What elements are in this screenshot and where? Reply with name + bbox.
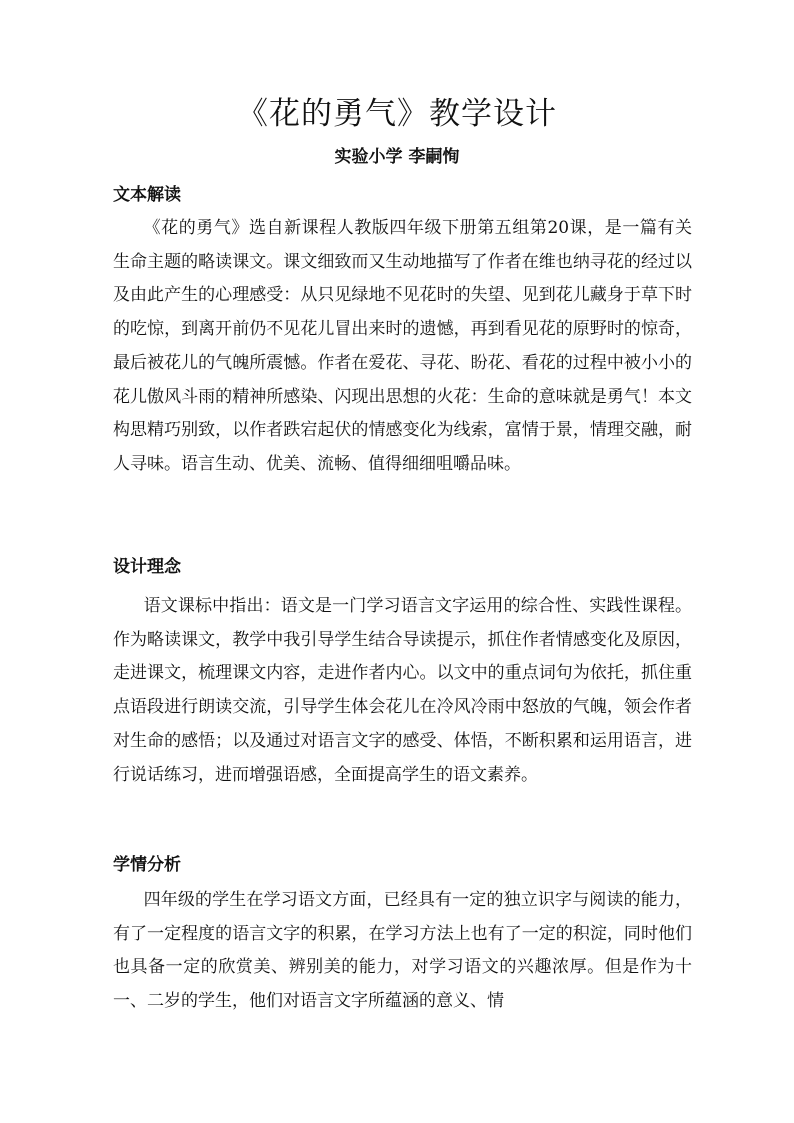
section-heading-student-analysis: 学情分析 — [113, 855, 181, 875]
section-paragraph-design-concept: 语文课标中指出：语文是一门学习语言文字运用的综合性、实践性课程。作为略读课文，教学中我引导学生结合导读提示，抓住作者情感变化及原因，走进课文，梳理课文内容，走进作者内心。以文中的重点词句为依托，抓住重点语段进行朗读交流，引导学生体会花儿在冷风冷雨中怒放的气魄，领会作者对生命的感悟；以及通过对语言文字的感受、体悟，不断积累和运用语言，进行说话练习，进而增强语感，全面提高学生的语文素养。 — [113, 596, 692, 785]
author-line: 实验小学 李嗣恂 — [334, 147, 460, 167]
document-title: 《花的勇气》教学设计 — [237, 96, 557, 132]
section-heading-text-interpretation: 文本解读 — [113, 185, 181, 205]
section-paragraph-student-analysis: 四年级的学生在学习语文方面，已经具有一定的独立识字与阅读的能力，有了一定程度的语言文字的积累，在学习方法上也有了一定的积淀，同时他们也具备一定的欣赏美、辨别美的能力，对学习语文的兴趣浓厚。但是作为十一、二岁的学生，他们对语言文字所蕴涵的意义、情 — [113, 890, 692, 1012]
section-paragraph-text-interpretation: 《花的勇气》选自新课程人教版四年级下册第五组第20课，是一篇有关生命主题的略读课文。课文细致而又生动地描写了作者在维也纳寻花的经过以及由此产生的心理感受：从只见绿地不见花时的失望、见到花儿藏身于草下时的吃惊，到离开前仍不见花儿冒出来时的遗憾，再到看见花的原野时的惊奇，最后被花儿的气魄所震憾。作者在爱花、寻花、盼花、看花的过程中被小小的花儿傲风斗雨的精神所感染、闪现出思想的火花：生命的意味就是勇气！本文构思精巧别致，以作者跌宕起伏的情感变化为线索，富情于景，情理交融，耐人寻味。语言生动、优美、流畅、值得细细咀嚼品味。 — [113, 218, 692, 474]
section-heading-design-concept: 设计理念 — [113, 557, 181, 577]
